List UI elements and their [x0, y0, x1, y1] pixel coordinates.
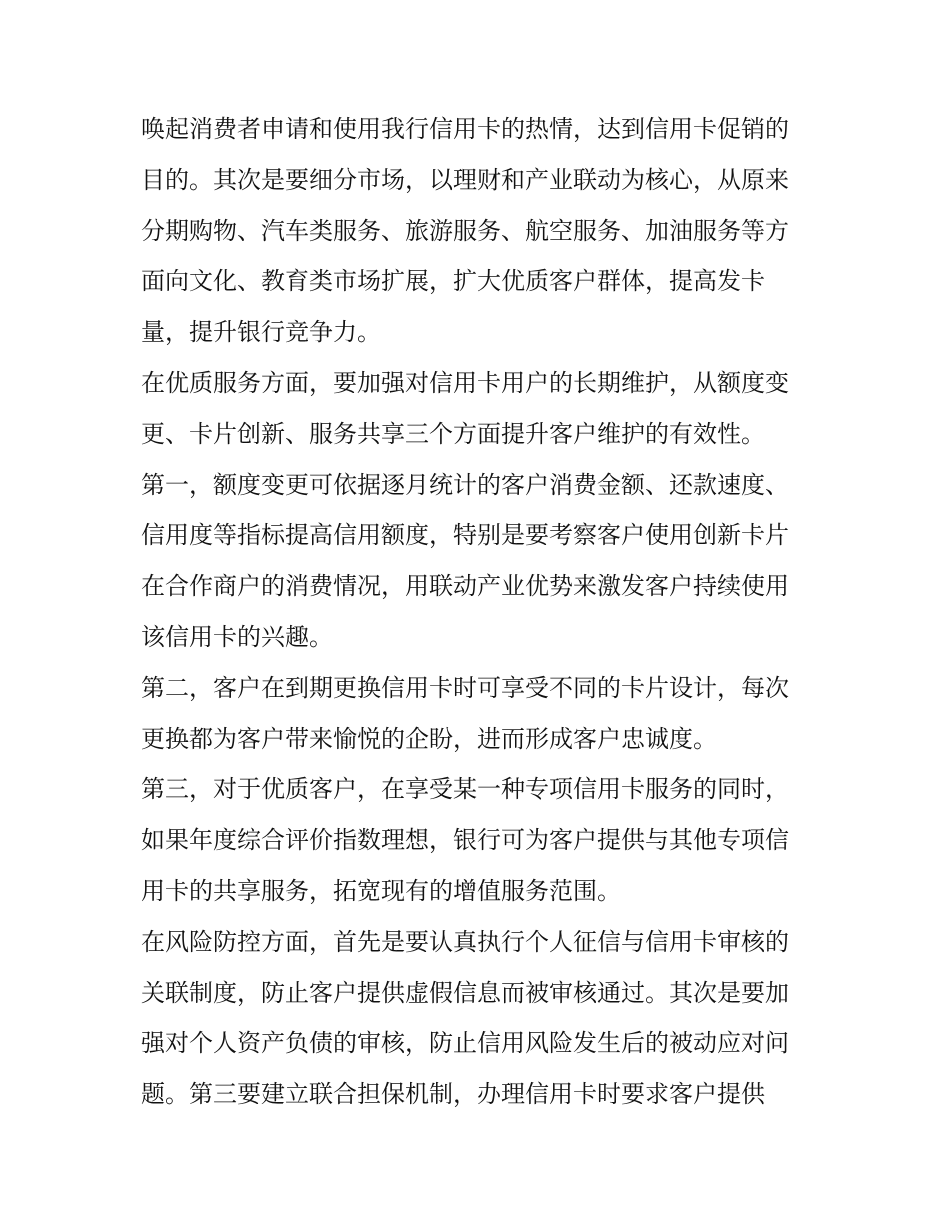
text-line: 第一，额度变更可依据逐月统计的客户消费金额、还款速度、 — [141, 470, 789, 499]
text-line: 第三，对于优质客户，在享受某一种专项信用卡服务的同时， — [141, 775, 789, 804]
text-line: 如果年度综合评价指数理想，银行可为客户提供与其他专项信 — [141, 826, 789, 855]
text-line: 更、卡片创新、服务共享三个方面提升客户维护的有效性。 — [141, 419, 765, 448]
text-line: 面向文化、教育类市场扩展，扩大优质客户群体，提高发卡 — [141, 267, 765, 296]
text-line: 量，提升银行竞争力。 — [141, 318, 381, 347]
text-line: 用卡的共享服务，拓宽现有的增值服务范围。 — [141, 876, 621, 905]
text-line: 该信用卡的兴趣。 — [141, 622, 333, 651]
text-line: 在优质服务方面，要加强对信用卡用户的长期维护，从额度变 — [141, 368, 789, 397]
text-line: 唤起消费者申请和使用我行信用卡的热情，达到信用卡促销的 — [141, 115, 789, 143]
text-line: 强对个人资产负债的审核，防止信用风险发生后的被动应对问 — [141, 1029, 789, 1058]
text-line: 更换都为客户带来愉悦的企盼，进而形成客户忠诚度。 — [141, 724, 717, 753]
document-body — [141, 104, 821, 1120]
text-line: 题。第三要建立联合担保机制，办理信用卡时要求客户提供 — [141, 1080, 765, 1109]
text-line: 信用度等指标提高信用额度，特别是要考察客户使用创新卡片 — [141, 521, 789, 550]
text-line: 分期购物、汽车类服务、旅游服务、航空服务、加油服务等方 — [141, 216, 789, 245]
text-line: 关联制度，防止客户提供虚假信息而被审核通过。其次是要加 — [141, 978, 789, 1007]
text-line: 第二，客户在到期更换信用卡时可享受不同的卡片设计，每次 — [141, 673, 789, 702]
text-line: 在风险防控方面，首先是要认真执行个人征信与信用卡审核的 — [141, 927, 789, 956]
text-line: 在合作商户的消费情况，用联动产业优势来激发客户持续使用 — [141, 572, 789, 601]
text-line: 目的。其次是要细分市场，以理财和产业联动为核心，从原来 — [141, 165, 789, 194]
